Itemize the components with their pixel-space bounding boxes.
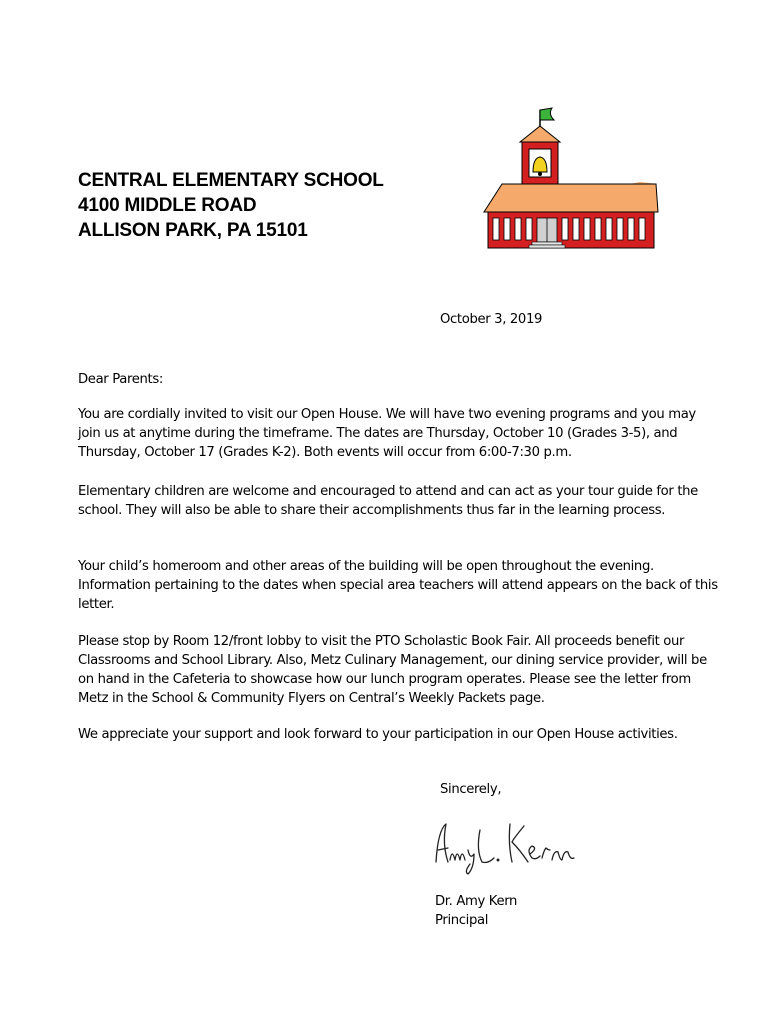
school-name: CENTRAL ELEMENTARY SCHOOL: [78, 170, 384, 191]
salutation: Dear Parents:: [78, 372, 163, 387]
school-street: 4100 MIDDLE ROAD: [78, 195, 257, 216]
letter-date: October 3, 2019: [440, 312, 543, 327]
signature-image: [428, 810, 588, 882]
signer-title: Principal: [435, 913, 489, 928]
closing: Sincerely,: [440, 782, 502, 797]
paragraph-open-house: You are cordially invited to visit our Open House. We will have two evening programs and you may join us at anytime during the timeframe. The dates are Thursday, October 10 (Grades 3-5), and Thursday, October 17 (Grades K-2). Both events will occur from 6:00-7:30 p.m.: [78, 407, 696, 460]
paragraph-book-fair: Please stop by Room 12/front lobby to visit the PTO Scholastic Book Fair. All proceeds benefit our Classrooms and School Library. Also, Metz Culinary Management, our dining service provider, will be on hand in the Cafeteria to showcase how our lunch program operates. Please see the letter from Metz in the School & Community Flyers on Central’s Weekly Packets page.: [78, 634, 707, 706]
paragraph-tour-guide: Elementary children are welcome and encouraged to attend and can act as your tour guide for the school. They will also be able to share their accomplishments thus far in the learning process.: [78, 484, 698, 518]
school-city: ALLISON PARK, PA 15101: [78, 220, 308, 241]
signer-name: Dr. Amy Kern: [435, 894, 518, 909]
paragraph-appreciation: We appreciate your support and look forward to your participation in our Open House activities.: [78, 727, 678, 742]
schoolhouse-icon: [480, 104, 660, 250]
paragraph-homeroom: Your child’s homeroom and other areas of the building will be open throughout the evening. Information pertaining to the dates when special area teachers will attend appears on the back of this letter.: [78, 559, 718, 612]
signer-block: [435, 892, 517, 930]
letterhead: [78, 168, 384, 243]
